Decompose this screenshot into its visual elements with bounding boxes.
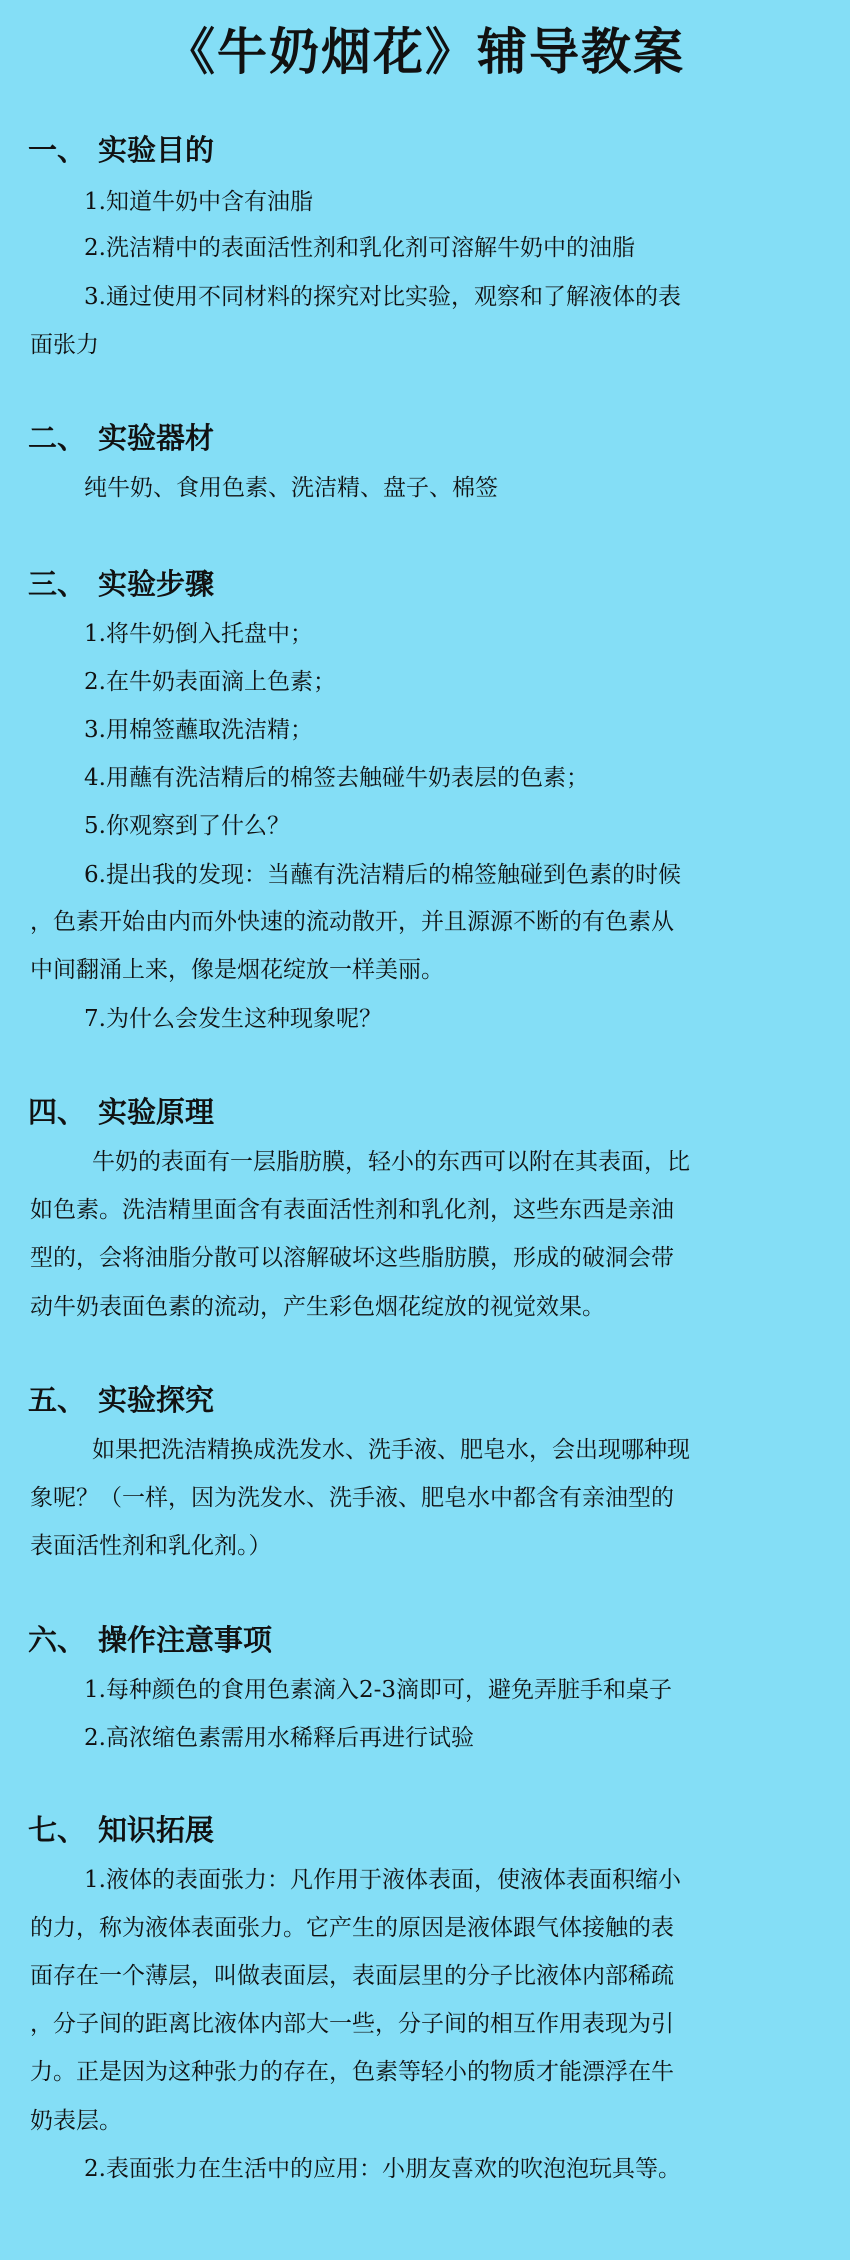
text-line: 4.用蘸有洗洁精后的棉签去触碰牛奶表层的色素； [84, 765, 589, 791]
text-line: 如果把洗洁精换成洗发水、洗手液、肥皂水，会出现哪种现 [92, 1437, 690, 1463]
text-line: ，色素开始由内而外快速的流动散开，并且源源不断的有色素从 [30, 909, 674, 935]
section-title: 实验器材 [98, 421, 215, 455]
text-line: 表面活性剂和乳化剂。） [30, 1533, 272, 1559]
text-line: 7.为什么会发生这种现象呢？ [84, 1006, 382, 1032]
text-line: 牛奶的表面有一层脂肪膜，轻小的东西可以附在其表面，比 [92, 1149, 690, 1175]
section-heading [28, 130, 214, 170]
text-line: 2.在牛奶表面滴上色素； [84, 669, 336, 695]
section-heading [28, 418, 214, 458]
text-line: 象呢？（一样，因为洗发水、洗手液、肥皂水中都含有亲油型的 [30, 1485, 674, 1511]
text-line: 3.用棉签蘸取洗洁精； [84, 717, 313, 743]
section-heading [28, 1092, 214, 1132]
section-heading [28, 1380, 214, 1420]
text-line: 的力，称为液体表面张力。它产生的原因是液体跟气体接触的表 [30, 1915, 674, 1941]
section-title: 实验探究 [98, 1383, 215, 1417]
text-line: 型的，会将油脂分散可以溶解破坏这些脂肪膜，形成的破洞会带 [30, 1245, 674, 1271]
text-line: 面存在一个薄层，叫做表面层，表面层里的分子比液体内部稀疏 [30, 1963, 674, 1989]
text-line: 力。正是因为这种张力的存在，色素等轻小的物质才能漂浮在牛 [30, 2059, 674, 2085]
section-title: 实验目的 [98, 133, 215, 167]
section-heading [28, 1810, 214, 1850]
section-title: 知识拓展 [98, 1813, 215, 1847]
document-title: 《牛奶烟花》辅导教案 [165, 23, 685, 81]
text-line: 5.你观察到了什么？ [84, 813, 290, 839]
text-line: 2.表面张力在生活中的应用：小朋友喜欢的吹泡泡玩具等。 [84, 2156, 681, 2182]
text-line: 奶表层。 [30, 2108, 122, 2134]
section-number: 六、 [28, 1623, 87, 1657]
text-line: 动牛奶表面色素的流动，产生彩色烟花绽放的视觉效果。 [30, 1294, 605, 1320]
section-title: 操作注意事项 [98, 1623, 273, 1657]
text-line: 1.知道牛奶中含有油脂 [84, 189, 313, 215]
text-line: 2.洗洁精中的表面活性剂和乳化剂可溶解牛奶中的油脂 [84, 235, 635, 261]
text-line: 1.将牛奶倒入托盘中； [84, 621, 313, 647]
text-line: ，分子间的距离比液体内部大一些，分子间的相互作用表现为引 [30, 2011, 674, 2037]
section-title: 实验步骤 [98, 567, 215, 601]
text-line: 中间翻涌上来，像是烟花绽放一样美丽。 [30, 957, 444, 983]
section-number: 一、 [28, 133, 87, 167]
section-heading [28, 1620, 272, 1660]
text-line: 1.每种颜色的食用色素滴入2-3滴即可，避免弄脏手和桌子 [84, 1677, 672, 1703]
section-number: 七、 [28, 1813, 87, 1847]
text-line: 面张力 [30, 332, 99, 358]
section-number: 二、 [28, 421, 87, 455]
section-number: 四、 [28, 1095, 87, 1129]
text-line: 2.高浓缩色素需用水稀释后再进行试验 [84, 1725, 474, 1751]
section-number: 三、 [28, 567, 87, 601]
section-title: 实验原理 [98, 1095, 215, 1129]
text-line: 3.通过使用不同材料的探究对比实验，观察和了解液体的表 [84, 284, 681, 310]
text-line: 纯牛奶、食用色素、洗洁精、盘子、棉签 [84, 475, 498, 501]
section-heading [28, 564, 214, 604]
section-number: 五、 [28, 1383, 87, 1417]
text-line: 如色素。洗洁精里面含有表面活性剂和乳化剂，这些东西是亲油 [30, 1197, 674, 1223]
text-line: 1.液体的表面张力：凡作用于液体表面，使液体表面积缩小 [84, 1867, 681, 1893]
text-line: 6.提出我的发现：当蘸有洗洁精后的棉签触碰到色素的时候 [84, 862, 681, 888]
